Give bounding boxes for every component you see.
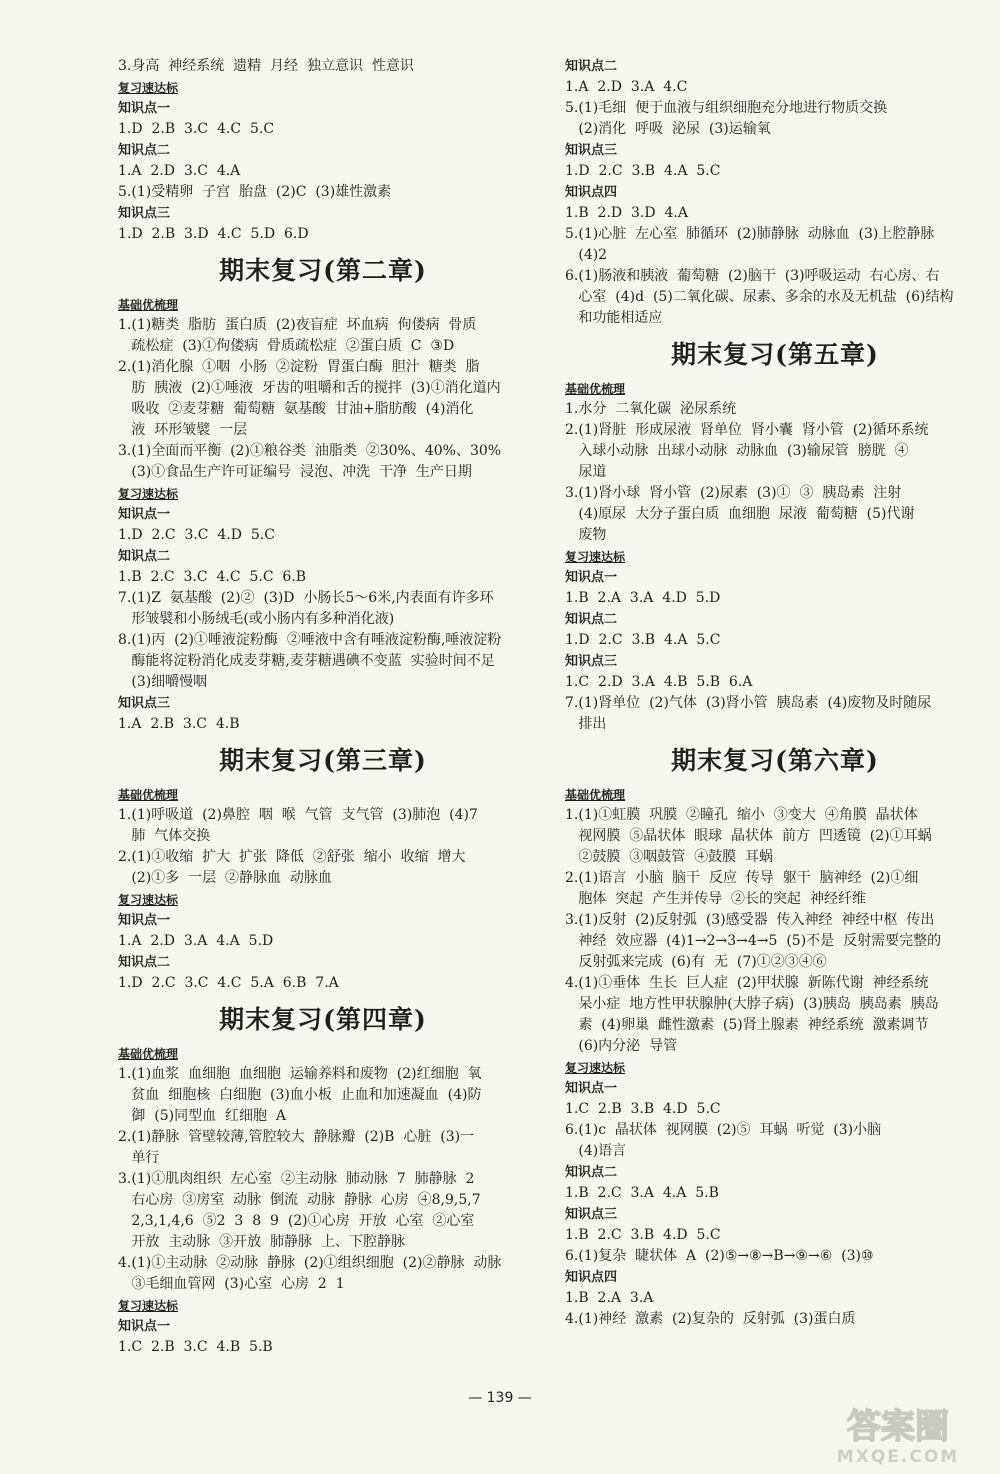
subsection-label: 基础优梳理 bbox=[118, 788, 179, 802]
subsection-label: 复习速达标 bbox=[118, 487, 179, 501]
answer-line: 2,3,1,4,6 ⑤2 3 8 9 (2)①心房 开放 心室 ②心室 bbox=[118, 1213, 475, 1229]
answer-line: 素 (4)卵巢 雌性激素 (5)肾上腺素 神经系统 激素调节 bbox=[565, 1017, 929, 1033]
answer-line: 肪 胰液 (2)①唾液 牙齿的咀嚼和舌的搅拌 (3)①消化道内 bbox=[118, 380, 501, 396]
answer-line: 1.(1)糖类 脂肪 蛋白质 (2)夜盲症 坏血病 佝偻病 骨质 bbox=[118, 317, 477, 333]
knowledge-point-heading: 知识点一 bbox=[118, 507, 171, 522]
answer-line: 6.(1)肠液和胰液 葡萄糖 (2)脑干 (3)呼吸运动 右心房、右 bbox=[565, 268, 940, 284]
answer-line: 胞体 突起 产生并传导 ②长的突起 神经纤维 bbox=[565, 891, 866, 907]
answer-line: (4)2 bbox=[565, 247, 608, 263]
answer-line: 1.A 2.D 3.A 4.A 5.D bbox=[118, 933, 274, 949]
knowledge-point-heading: 知识点三 bbox=[118, 206, 171, 221]
answer-line: 液 环形皱襞 一层 bbox=[118, 422, 248, 438]
answer-line: 1.(1)①虹膜 巩膜 ②瞳孔 缩小 ③变大 ④角膜 晶状体 bbox=[565, 807, 918, 823]
subsection-label: 基础优梳理 bbox=[118, 1047, 179, 1061]
subsection-label: 复习速达标 bbox=[118, 1299, 179, 1313]
answer-line: 5.(1)毛细 便于血液与组织细胞充分地进行物质交换 bbox=[565, 100, 888, 116]
watermark-sub: MXQE.COM bbox=[836, 1447, 960, 1467]
answer-line: 1.(1)血浆 血细胞 血细胞 运输养料和废物 (2)红细胞 氧 bbox=[118, 1066, 482, 1082]
answer-line: 1.D 2.B 3.D 4.C 5.D 6.D bbox=[118, 226, 309, 242]
answer-line: 8.(1)丙 (2)①唾液淀粉酶 ②唾液中含有唾液淀粉酶,唾液淀粉 bbox=[118, 632, 502, 648]
answer-line: 单行 bbox=[118, 1150, 160, 1166]
answer-line: 和功能相适应 bbox=[565, 310, 663, 326]
knowledge-point-heading: 知识点二 bbox=[565, 59, 618, 74]
answer-line: 1.C 2.D 3.A 4.B 5.B 6.A bbox=[565, 674, 753, 690]
answer-line: 2.(1)语言 小脑 脑干 反应 传导 躯干 脑神经 (2)①细 bbox=[565, 870, 919, 886]
right-column bbox=[565, 56, 985, 1330]
answer-line: 1.B 2.C 3.A 4.A 5.B bbox=[565, 1185, 719, 1201]
answer-line: 1.B 2.C 3.C 4.C 5.C 6.B bbox=[118, 569, 307, 585]
answer-line: 5.(1)心脏 左心室 肺循环 (2)肺静脉 动脉血 (3)上腔静脉 bbox=[565, 226, 935, 242]
answer-line: 7.(1)肾单位 (2)气体 (3)肾小管 胰岛素 (4)废物及时随尿 bbox=[565, 695, 932, 711]
answer-line: 7.(1)Z 氨基酸 (2)② (3)D 小肠长5～6米,内表面有许多环 bbox=[118, 590, 494, 606]
answer-line: (3)细嚼慢咽 bbox=[118, 674, 208, 690]
answer-line: 心室 (4)d (5)二氧化碳、尿素、多余的水及无机盐 (6)结构 bbox=[565, 289, 954, 305]
answer-line: 3.身高 神经系统 遗精 月经 独立意识 性意识 bbox=[118, 58, 414, 74]
answer-line: 1.A 2.D 3.A 4.C bbox=[565, 79, 688, 95]
answer-line: 吸收 ②麦芽糖 葡萄糖 氨基酸 甘油+脂肪酸 (4)消化 bbox=[118, 401, 474, 417]
knowledge-point-heading: 知识点三 bbox=[565, 143, 618, 158]
answer-line: 酶能将淀粉消化成麦芽糖,麦芽糖遇碘不变蓝 实验时间不足 bbox=[118, 653, 495, 669]
subsection-label: 基础优梳理 bbox=[565, 382, 626, 396]
knowledge-point-heading: 知识点三 bbox=[118, 696, 171, 711]
answer-line: 1.D 2.C 3.C 4.D 5.C bbox=[118, 527, 275, 543]
answer-line: 1.D 2.C 3.B 4.A 5.C bbox=[565, 163, 721, 179]
answer-line: (2)①多 一层 ②静脉血 动脉血 bbox=[118, 870, 332, 886]
section-title: 期末复习(第五章) bbox=[671, 340, 879, 369]
answer-line: 1.A 2.D 3.C 4.A bbox=[118, 163, 241, 179]
answer-line: 2.(1)静脉 管壁较薄,管腔较大 静脉瓣 (2)B 心脏 (3)一 bbox=[118, 1129, 475, 1145]
answer-line: 御 (5)同型血 红细胞 A bbox=[118, 1108, 286, 1124]
answer-line: 1.D 2.B 3.C 4.C 5.C bbox=[118, 121, 275, 137]
knowledge-point-heading: 知识点四 bbox=[565, 1270, 618, 1285]
answer-line: (6)内分泌 导管 bbox=[565, 1038, 678, 1054]
section-title: 期末复习(第二章) bbox=[219, 256, 427, 285]
page-number: — 139 — bbox=[468, 1390, 532, 1406]
answer-line: 1.B 2.C 3.B 4.D 5.C bbox=[565, 1227, 721, 1243]
left-column bbox=[118, 56, 528, 1358]
answer-line: 1.(1)呼吸道 (2)鼻腔 咽 喉 气管 支气管 (3)肺泡 (4)7 bbox=[118, 807, 478, 823]
section-title: 期末复习(第六章) bbox=[671, 746, 879, 775]
answer-line: 4.(1)神经 激素 (2)复杂的 反射弧 (3)蛋白质 bbox=[565, 1311, 856, 1327]
answer-line: 1.B 2.D 3.D 4.A bbox=[565, 205, 688, 221]
answer-line: ②鼓膜 ③咽鼓管 ④鼓膜 耳蜗 bbox=[565, 849, 774, 865]
answer-line: 1.B 2.A 3.A bbox=[565, 1290, 654, 1306]
knowledge-point-heading: 知识点二 bbox=[565, 612, 618, 627]
answer-line: 神经 效应器 (4)1→2→3→4→5 (5)不是 反射需要完整的 bbox=[565, 933, 942, 949]
answer-line: 右心房 ③房室 动脉 倒流 动脉 静脉 心房 ④8,9,5,7 bbox=[118, 1192, 481, 1208]
answer-line: 4.(1)①主动脉 ②动脉 静脉 (2)①组织细胞 (2)②静脉 动脉 bbox=[118, 1255, 502, 1271]
knowledge-point-heading: 知识点二 bbox=[118, 955, 171, 970]
answer-line: 2.(1)肾脏 形成尿液 肾单位 肾小囊 肾小管 (2)循环系统 bbox=[565, 422, 929, 438]
answer-line: 3.(1)肾小球 肾小管 (2)尿素 (3)① ③ 胰岛素 注射 bbox=[565, 485, 902, 501]
answer-line: (3)①食品生产许可证编号 浸泡、冲洗 干净 生产日期 bbox=[118, 464, 472, 480]
subsection-label: 复习速达标 bbox=[118, 893, 179, 907]
knowledge-point-heading: 知识点一 bbox=[118, 913, 171, 928]
subsection-label: 复习速达标 bbox=[565, 550, 626, 564]
subsection-label: 基础优梳理 bbox=[118, 298, 179, 312]
answer-line: 反射弧来完成 (6)有 无 (7)①②③④⑥ bbox=[565, 954, 827, 970]
answer-line: (4)语言 bbox=[565, 1143, 627, 1159]
subsection-label: 复习速达标 bbox=[118, 81, 179, 95]
answer-line: 排出 bbox=[565, 716, 607, 732]
knowledge-point-heading: 知识点一 bbox=[565, 570, 618, 585]
answer-line: 疏松症 (3)①佝偻病 骨质疏松症 ②蛋白质 C ③D bbox=[118, 338, 455, 354]
knowledge-point-heading: 知识点一 bbox=[118, 101, 171, 116]
watermark-main: 答案圈 bbox=[847, 1407, 949, 1447]
section-title: 期末复习(第四章) bbox=[219, 1005, 427, 1034]
answer-line: (2)消化 呼吸 泌尿 (3)运输氧 bbox=[565, 121, 771, 137]
answer-line: 2.(1)①收缩 扩大 扩张 降低 ②舒张 缩小 收缩 增大 bbox=[118, 849, 466, 865]
answer-line: 尿道 bbox=[565, 464, 607, 480]
answer-line: 1.D 2.C 3.B 4.A 5.C bbox=[565, 632, 721, 648]
section-title: 期末复习(第三章) bbox=[219, 746, 427, 775]
answer-line: ③毛细血管网 (3)心室 心房 2 1 bbox=[118, 1276, 345, 1292]
answer-line: (4)原尿 大分子蛋白质 血细胞 尿液 葡萄糖 (5)代谢 bbox=[565, 506, 915, 522]
answer-line: 开放 主动脉 ③开放 肺静脉 上、下腔静脉 bbox=[118, 1234, 405, 1250]
answer-line: 1.B 2.A 3.A 4.D 5.D bbox=[565, 590, 721, 606]
answer-line: 入球小动脉 出球小动脉 动脉血 (3)输尿管 膀胱 ④ bbox=[565, 443, 909, 459]
knowledge-point-heading: 知识点二 bbox=[118, 143, 171, 158]
answer-line: 2.(1)消化腺 ①咽 小肠 ②淀粉 胃蛋白酶 胆汁 糖类 脂 bbox=[118, 359, 480, 375]
answer-line: 3.(1)全面而平衡 (2)①粮谷类 油脂类 ②30%、40%、30% bbox=[118, 443, 502, 459]
answer-line: 1.D 2.C 3.C 4.C 5.A 6.B 7.A bbox=[118, 975, 339, 991]
answer-line: 4.(1)①垂体 生长 巨人症 (2)甲状腺 新陈代谢 神经系统 bbox=[565, 975, 929, 991]
knowledge-point-heading: 知识点一 bbox=[565, 1081, 618, 1096]
answer-line: 6.(1)复杂 睫状体 A (2)⑤→⑧→B→⑨→⑥ (3)⑩ bbox=[565, 1248, 874, 1264]
answer-line: 肺 气体交换 bbox=[118, 828, 211, 844]
answer-line: 呆小症 地方性甲状腺肿(大脖子病) (3)胰岛 胰岛素 胰岛 bbox=[565, 996, 939, 1012]
knowledge-point-heading: 知识点四 bbox=[565, 185, 618, 200]
watermark-logo bbox=[808, 1400, 988, 1468]
knowledge-point-heading: 知识点二 bbox=[565, 1165, 618, 1180]
knowledge-point-heading: 知识点三 bbox=[565, 654, 618, 669]
knowledge-point-heading: 知识点三 bbox=[565, 1207, 618, 1222]
answer-line: 6.(1)c 晶状体 视网膜 (2)⑤ 耳蜗 听觉 (3)小脑 bbox=[565, 1122, 882, 1138]
answer-line: 1.C 2.B 3.C 4.B 5.B bbox=[118, 1339, 273, 1355]
subsection-label: 基础优梳理 bbox=[565, 788, 626, 802]
answer-line: 废物 bbox=[565, 527, 607, 543]
answer-line: 形皱襞和小肠绒毛(或小肠内有多种消化液) bbox=[118, 611, 395, 627]
knowledge-point-heading: 知识点二 bbox=[118, 549, 171, 564]
answer-line: 1.C 2.B 3.B 4.D 5.C bbox=[565, 1101, 721, 1117]
answer-line: 贫血 细胞核 白细胞 (3)血小板 止血和加速凝血 (4)防 bbox=[118, 1087, 482, 1103]
subsection-label: 复习速达标 bbox=[565, 1061, 626, 1075]
knowledge-point-heading: 知识点一 bbox=[118, 1319, 171, 1334]
answer-line: 视网膜 ⑤晶状体 眼球 晶状体 前方 凹透镜 (2)①耳蜗 bbox=[565, 828, 932, 844]
answer-line: 1.水分 二氧化碳 泌尿系统 bbox=[565, 401, 737, 417]
answer-line: 1.A 2.B 3.C 4.B bbox=[118, 716, 240, 732]
answer-line: 3.(1)①肌肉组织 左心室 ②主动脉 肺动脉 7 肺静脉 2 bbox=[118, 1171, 475, 1187]
answer-line: 3.(1)反射 (2)反射弧 (3)感受器 传入神经 神经中枢 传出 bbox=[565, 912, 935, 928]
answer-line: 5.(1)受精卵 子宫 胎盘 (2)C (3)雄性激素 bbox=[118, 184, 392, 200]
